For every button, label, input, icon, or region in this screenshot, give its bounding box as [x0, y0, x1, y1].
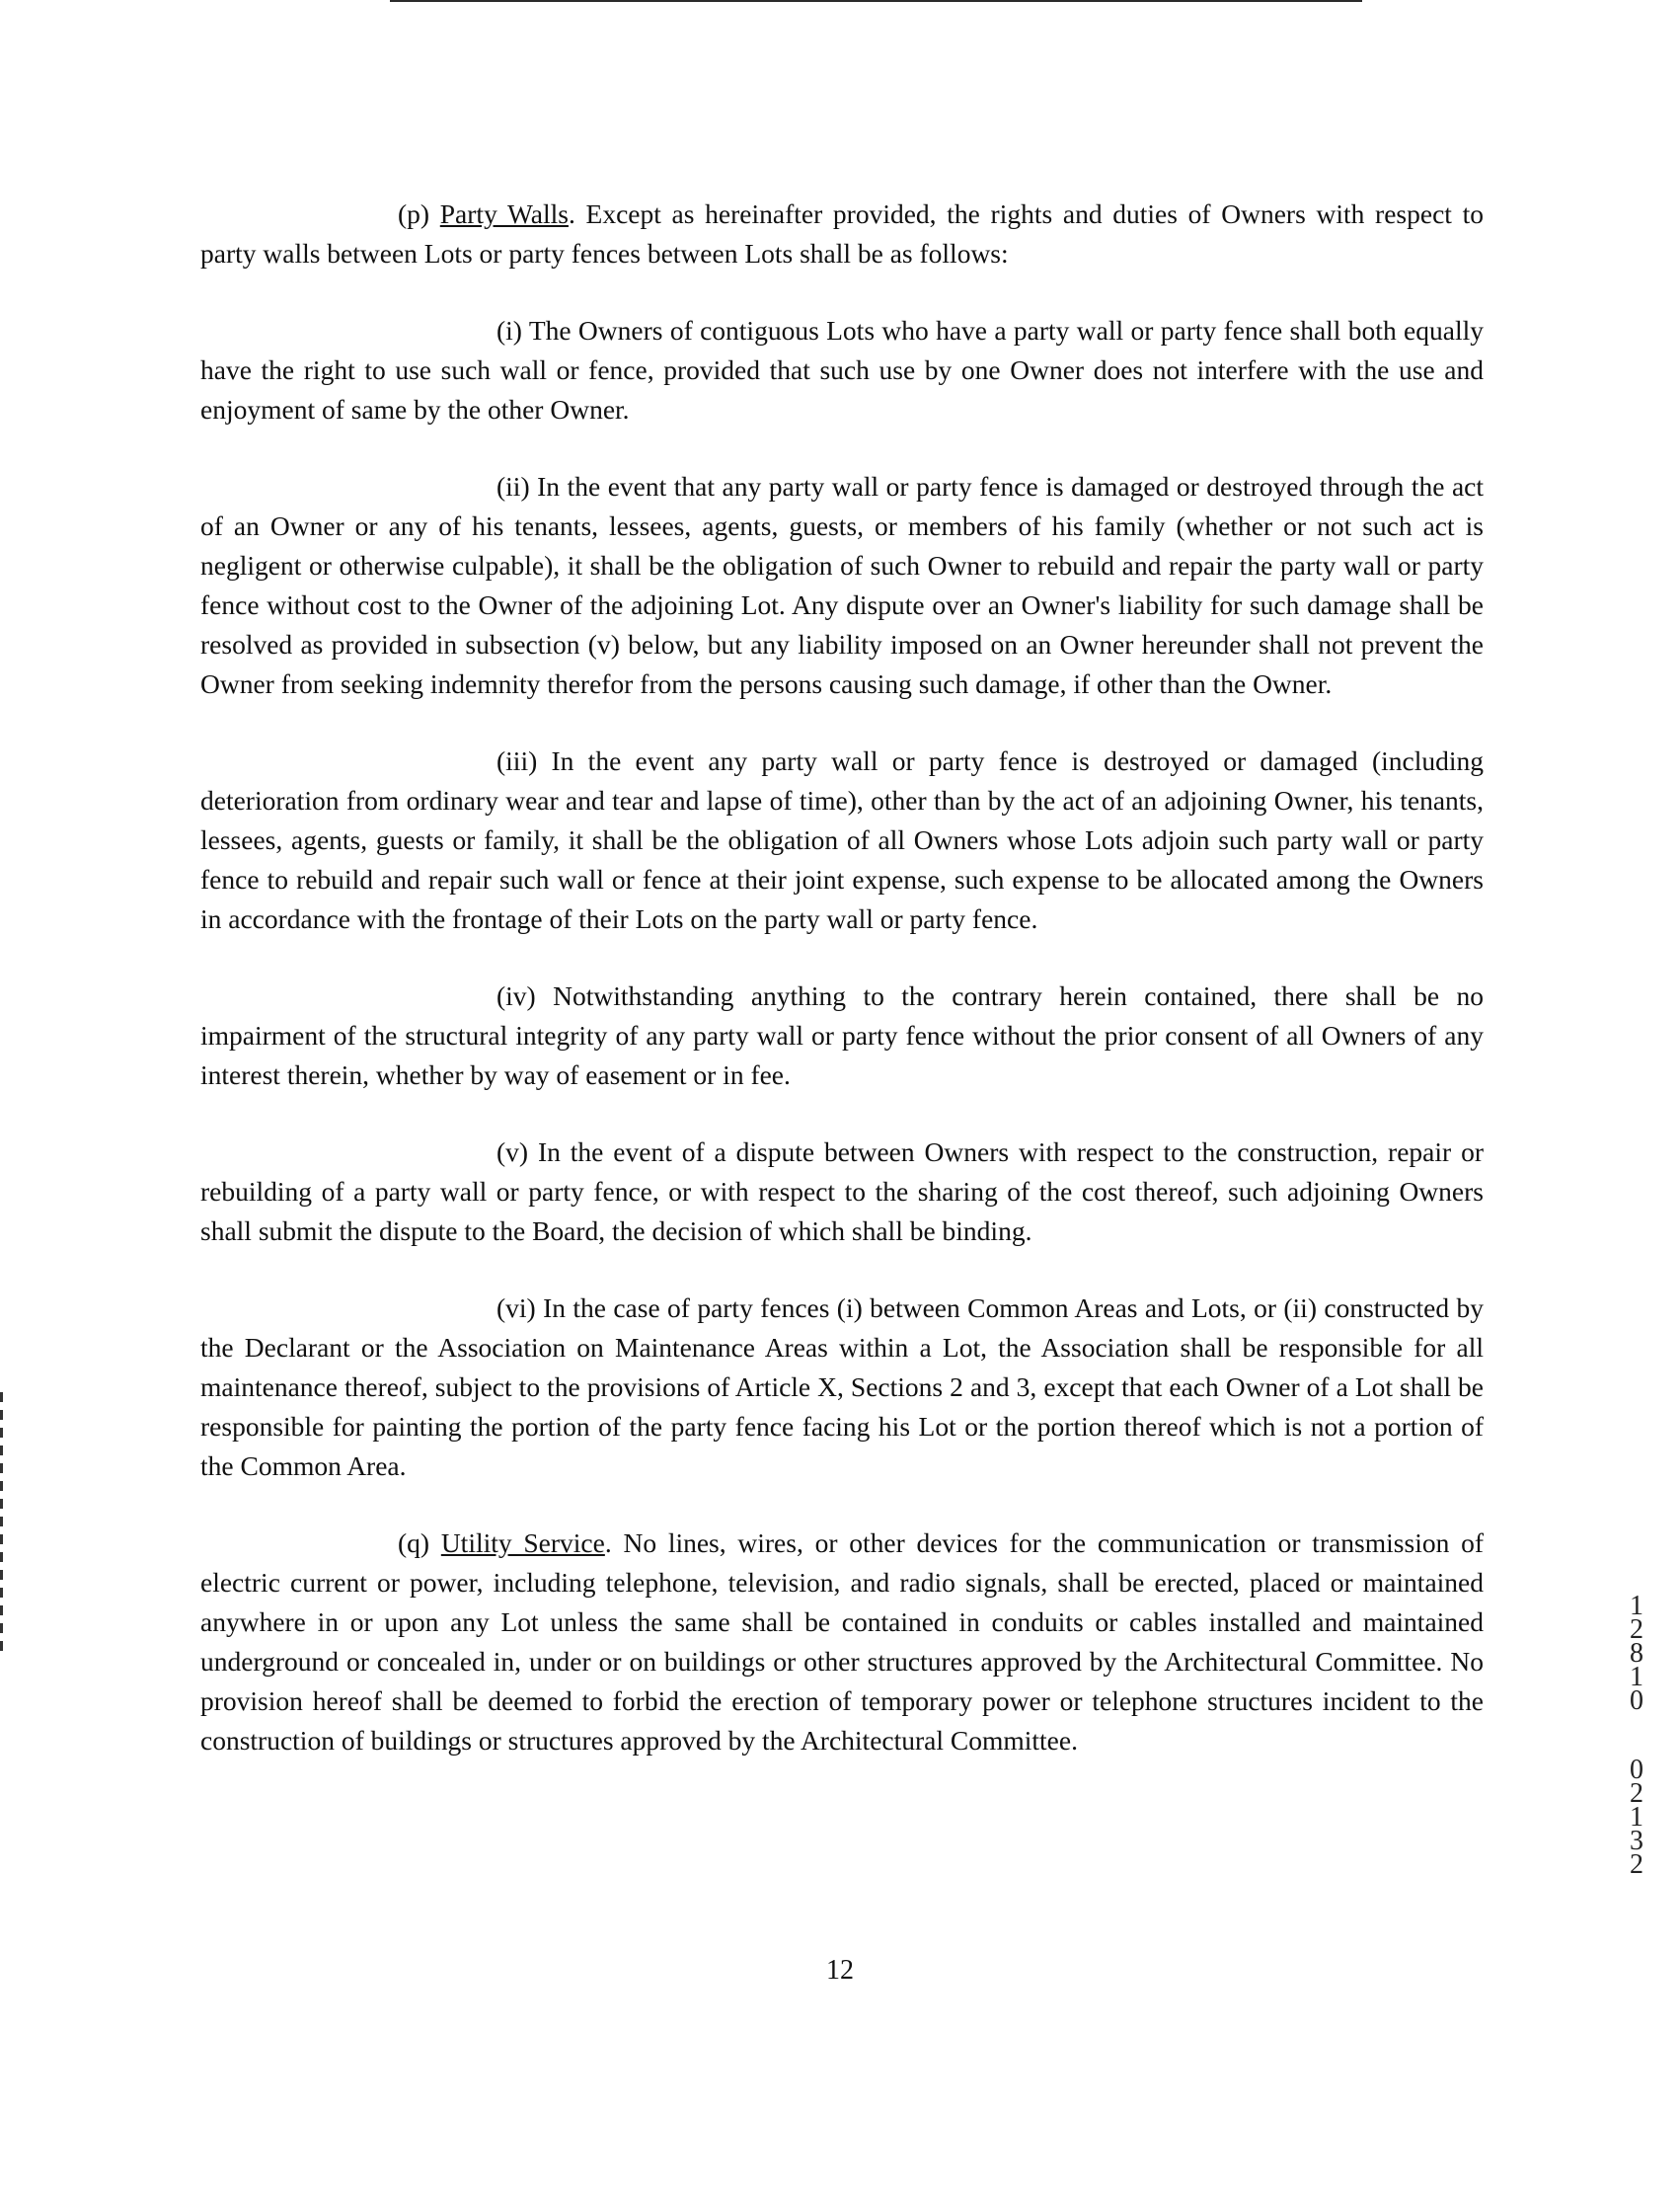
paragraph-p-vi: (vi) In the case of party fences (i) between Common Areas and Lots, or (ii) constructed by the Declarant or the Association on Maintenance Areas within a Lot, the Association shall be responsible for all maintenance thereof, subject to the provisions of Article X, Sections 2 and 3, except that each Owner of a Lot shall be responsible for painting the portion of the party fence facing his Lot or the portion thereof which is not a portion of the Common Area.: [200, 1292, 1484, 1481]
scan-edge-line-top: [390, 0, 1362, 2]
paragraph-p-ii: (ii) In the event that any party wall or party fence is damaged or destroyed through the act of an Owner or any of his tenants, lessees, agents, guests, or members of his family (whether or not such act is negligent or otherwise culpable), it shall be the obligation of such Owner to rebuild and repair the party wall or party fence without cost to the Owner of the adjoining Lot. Any dispute over an Owner's liability for such damage shall be resolved as provided in subsection (v) below, but any liability imposed on an Owner hereunder shall not prevent the Owner from seeking indemnity therefor from the persons causing such damage, if other than the Owner.: [200, 471, 1484, 699]
paragraph-q-heading: Utility Service: [440, 1527, 605, 1558]
paragraph-q-text: . No lines, wires, or other devices for the communication or transmission of electric current or power, including telephone, television, and radio signals, shall be erected, placed or maintained anywhere in or upon any Lot unless the same shall be contained in conduits or cables installed and maintained underground or concealed in, under or on buildings or other structures approved by the Architectural Committee. No provision hereof shall be deemed to forbid the erection of temporary power or telephone structures incident to the construction of buildings or structures approved by the Architectural Committee.: [200, 1527, 1484, 1756]
side-stamp-part-2: 02132: [1630, 1755, 1643, 1880]
side-stamp-part-1: 12810: [1630, 1591, 1643, 1716]
paragraph-p-text: . Except as hereinafter provided, the rights and duties of Owners with respect to party walls between Lots or party fences between Lots shall be as follows:: [200, 198, 1484, 269]
side-recording-stamp: [1625, 1591, 1648, 1880]
paragraph-q-label: (q): [398, 1527, 441, 1558]
paragraph-p-iv: (iv) Notwithstanding anything to the contrary herein contained, there shall be no impairment of the structural integrity of any party wall or party fence without the prior consent of all Owners of any interest therein, whether by way of easement or in fee.: [200, 980, 1484, 1090]
scan-edge-marks-left: [0, 1392, 3, 1651]
paragraph-p-party-walls: [200, 195, 1484, 274]
document-body: [200, 195, 1484, 1760]
paragraph-p-v: (v) In the event of a dispute between Owners with respect to the construction, repair or rebuilding of a party wall or party fence, or with respect to the sharing of the cost thereof, such adjoining Owners shall submit the dispute to the Board, the decision of which shall be binding.: [200, 1136, 1484, 1246]
page-number: 12: [826, 1955, 854, 1986]
paragraph-p-i: (i) The Owners of contiguous Lots who have a party wall or party fence shall both equally have the right to use such wall or fence, provided that such use by one Owner does not interfere with the use and enjoyment of same by the other Owner.: [200, 315, 1484, 425]
paragraph-p-iii: (iii) In the event any party wall or party fence is destroyed or damaged (including deterioration from ordinary wear and tear and lapse of time), other than by the act of an adjoining Owner, his tenants, lessees, agents, guests or family, it shall be the obligation of all Owners whose Lots adjoin such party wall or party fence to rebuild and repair such wall or fence at their joint expense, such expense to be allocated among the Owners in accordance with the frontage of their Lots on the party wall or party fence.: [200, 745, 1484, 934]
paragraph-p-label: (p): [398, 198, 440, 229]
paragraph-q-utility-service: [200, 1524, 1484, 1760]
paragraph-p-heading: Party Walls: [439, 198, 569, 229]
